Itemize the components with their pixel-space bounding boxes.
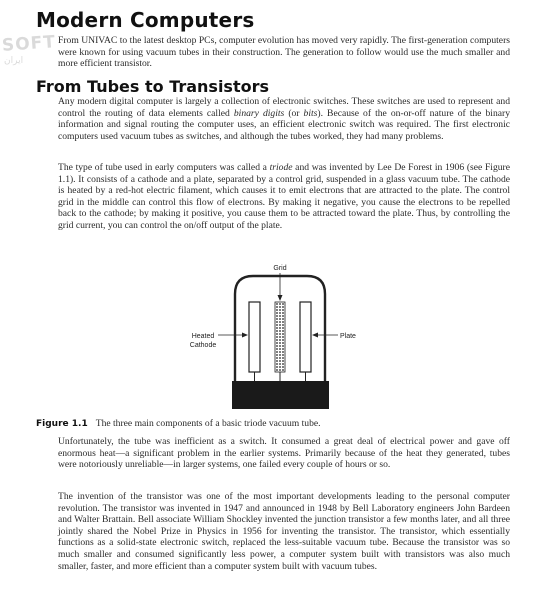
grid-dot xyxy=(276,357,278,359)
grid-dot xyxy=(282,312,284,314)
text-run: Any modern digital computer is largely a collection of electronic switches. These switches are used to represent and control the routing of data elements called xyxy=(58,96,510,119)
paragraph-transistor: The invention of the transistor was one of the most important developments leading to the personal computer revolution. The transistor was invented in 1947 and announced in 1948 by Bell Laboratory engineers John Bardeen and Walter Brattain. Bell associate William Shockley invented the junction transistor a few months later, and all three jointly shared the Nobel Prize in Physics in 1956 for inventing the transistor. The transistor, which essentially functions as a solid-state electronic switch, replaced the less-suitable vacuum tube. Because the transistor was so much smaller and consumed significantly less power, a computer system built with transistors was also much smaller, faster, and more efficient than a computer system built with vacuum tubes. xyxy=(58,491,510,572)
text-run: ). Because of the on-or-off nature of the binary information and signal routing the computer uses, an efficient electronic switch was required. The first electronic computers used vacuum tubes as switches, and although the tubes worked, they had many problems. xyxy=(58,107,510,142)
tube-base xyxy=(232,381,329,409)
grid-arrowhead xyxy=(278,295,283,301)
grid-dot xyxy=(282,366,284,368)
figure-number: Figure 1.1 xyxy=(36,419,88,429)
grid-dot xyxy=(279,351,281,353)
figure-caption xyxy=(36,418,321,429)
grid-dot xyxy=(276,321,278,323)
grid-dot xyxy=(279,324,281,326)
grid-dot xyxy=(276,345,278,347)
plate-arrowhead xyxy=(312,333,318,338)
grid-dot xyxy=(276,330,278,332)
grid-dot xyxy=(282,342,284,344)
grid-dot xyxy=(279,309,281,311)
grid-dot xyxy=(276,363,278,365)
grid-dot xyxy=(276,360,278,362)
grid-dot xyxy=(279,315,281,317)
cathode xyxy=(249,302,260,372)
grid-dot xyxy=(276,348,278,350)
grid-dot xyxy=(282,318,284,320)
control-grid xyxy=(275,302,285,372)
grid-dot xyxy=(279,306,281,308)
grid-dot xyxy=(282,357,284,359)
grid-dot xyxy=(279,354,281,356)
paragraph-switches xyxy=(58,96,510,142)
grid-dot xyxy=(282,315,284,317)
grid-dot xyxy=(279,339,281,341)
label-plate: Plate xyxy=(340,333,356,340)
grid-dot xyxy=(279,360,281,362)
grid-dot xyxy=(282,369,284,371)
grid-dot xyxy=(276,303,278,305)
grid-dot xyxy=(282,330,284,332)
grid-dot xyxy=(276,354,278,356)
grid-dot xyxy=(279,369,281,371)
grid-dot xyxy=(279,363,281,365)
grid-dot xyxy=(282,360,284,362)
grid-dot xyxy=(282,354,284,356)
grid-dot xyxy=(276,315,278,317)
grid-dot xyxy=(282,324,284,326)
text-run: The type of tube used in early computers was called a xyxy=(58,162,270,173)
grid-dot xyxy=(279,318,281,320)
grid-dot xyxy=(276,318,278,320)
triode-diagram xyxy=(180,262,380,412)
grid-dot xyxy=(276,351,278,353)
grid-dot xyxy=(276,324,278,326)
paragraph-triode xyxy=(58,162,510,232)
grid-dot xyxy=(276,342,278,344)
page-title: Modern Computers xyxy=(36,8,255,32)
grid-dot xyxy=(282,345,284,347)
grid-dot xyxy=(282,327,284,329)
grid-dot xyxy=(282,348,284,350)
grid-dot xyxy=(276,369,278,371)
grid-dot xyxy=(279,303,281,305)
grid-dot xyxy=(276,306,278,308)
grid-dot xyxy=(276,339,278,341)
grid-dot xyxy=(279,333,281,335)
grid-dot xyxy=(279,327,281,329)
grid-dot xyxy=(276,312,278,314)
grid-dot xyxy=(282,336,284,338)
grid-dot xyxy=(276,327,278,329)
grid-dot xyxy=(279,345,281,347)
grid-dot xyxy=(279,348,281,350)
cathode-arrowhead xyxy=(242,333,248,338)
intro-paragraph: From UNIVAC to the latest desktop PCs, computer evolution has moved very rapidly. The first-generation computers were known for using vacuum tubes in their construction. The generation to follow would use the much smaller and more efficient transistor. xyxy=(58,35,510,70)
paragraph-inefficient: Unfortunately, the tube was inefficient as a switch. It consumed a great deal of electrical power and gave off enormous heat—a significant problem in the earlier systems. Primarily because of the heat they generated, tubes were notoriously unreliable—in larger systems, one failed every couple of hours or so. xyxy=(58,436,510,471)
text-run: and was invented by Lee De Forest in 1906 (see Figure 1.1). It consists of a cathode and a plate, separated by a control grid, suspended in a glass vacuum tube. The cathode is heated by a red-hot electric filament, which causes it to emit electrons that are attracted to the plate. The control grid in the middle can control this flow of electrons. By making it negative, you cause the electrons to be repelled back to the cathode; by making it positive, you cause them to be attracted toward the plate. Thus, by controlling the grid current, you can control the on/off output of the plate. xyxy=(58,162,510,231)
section-title: From Tubes to Transistors xyxy=(36,77,270,96)
grid-dot xyxy=(282,309,284,311)
grid-dot xyxy=(279,342,281,344)
label-grid: Grid xyxy=(273,265,287,272)
grid-dot xyxy=(282,339,284,341)
grid-dot xyxy=(282,306,284,308)
grid-dot xyxy=(279,357,281,359)
label-heated: Heated xyxy=(191,333,215,340)
grid-dot xyxy=(282,333,284,335)
grid-dot xyxy=(279,321,281,323)
grid-dot xyxy=(282,303,284,305)
term-binary-digits: binary digits xyxy=(233,107,285,119)
figure-caption-text: The three main components of a basic triode vacuum tube. xyxy=(95,418,321,429)
grid-dot xyxy=(282,363,284,365)
term-triode: triode xyxy=(269,162,293,173)
grid-dot xyxy=(282,351,284,353)
plate xyxy=(300,302,311,372)
grid-dot xyxy=(282,321,284,323)
watermark-logo: SOFT xyxy=(1,32,57,56)
grid-dot xyxy=(279,312,281,314)
label-cathode: Cathode xyxy=(189,342,217,349)
grid-dot xyxy=(279,330,281,332)
grid-dot xyxy=(276,366,278,368)
text-run: (or xyxy=(284,107,304,119)
grid-dot xyxy=(279,366,281,368)
triode-figure xyxy=(180,262,380,412)
watermark-subtext: ایران xyxy=(4,56,24,66)
grid-dot xyxy=(276,309,278,311)
term-bits: bits xyxy=(303,107,318,119)
grid-dot xyxy=(279,336,281,338)
grid-dot xyxy=(276,336,278,338)
grid-dot xyxy=(276,333,278,335)
